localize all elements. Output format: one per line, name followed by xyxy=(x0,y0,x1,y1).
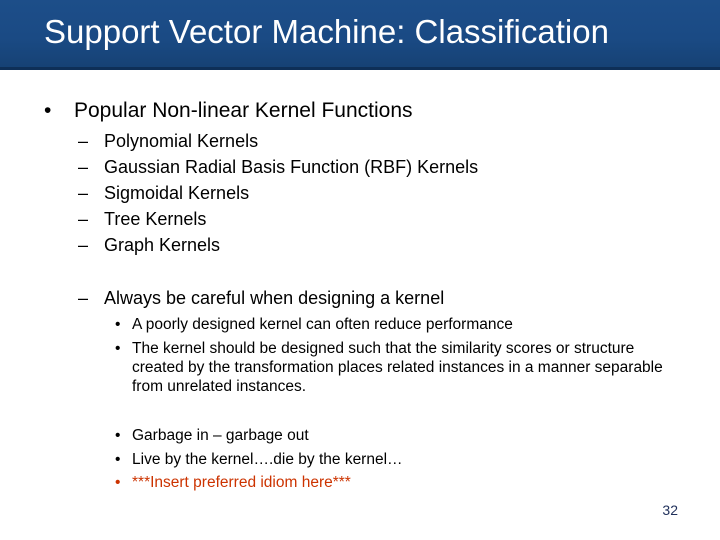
main-bullet xyxy=(44,99,413,123)
kernel-text: Polynomial Kernels xyxy=(104,131,259,151)
idiom-item xyxy=(115,426,695,445)
caution-point-text: A poorly designed kernel can often reduce performance xyxy=(132,316,513,333)
kernel-text: Graph Kernels xyxy=(104,235,221,255)
kernel-text: Sigmoidal Kernels xyxy=(104,183,250,203)
dash-marker: – xyxy=(78,183,89,203)
kernel-item xyxy=(78,183,249,204)
bullet-marker: • xyxy=(115,451,121,468)
idiom-text: ***Insert preferred idiom here*** xyxy=(132,474,351,491)
bullet-marker: • xyxy=(115,316,121,333)
caution-point xyxy=(115,315,695,334)
kernel-text: Gaussian Radial Basis Function (RBF) Kernels xyxy=(104,157,479,177)
kernel-item xyxy=(78,235,220,256)
dash-marker: – xyxy=(78,235,89,255)
title-bar-accent xyxy=(0,67,720,70)
caution-point-text: The kernel should be designed such that the similarity scores or structure created by the transformation places related instances in a manner separable from unrelated instances. xyxy=(132,340,663,395)
slide-number: 32 xyxy=(662,502,678,518)
kernel-item xyxy=(78,131,258,152)
dash-marker: – xyxy=(78,288,89,308)
caution-point xyxy=(115,339,685,396)
idiom-text: Live by the kernel….die by the kernel… xyxy=(132,451,403,468)
idiom-item xyxy=(115,450,695,469)
kernel-item xyxy=(78,157,478,178)
bullet-marker: • xyxy=(115,427,121,444)
slide-title: Support Vector Machine: Classification xyxy=(44,13,609,50)
idiom-text: Garbage in – garbage out xyxy=(132,427,309,444)
bullet-marker: • xyxy=(44,99,52,122)
main-bullet-text: Popular Non-linear Kernel Functions xyxy=(74,99,413,122)
caution-item xyxy=(78,288,444,309)
kernel-item xyxy=(78,209,206,230)
title-bar xyxy=(0,0,720,70)
bullet-marker: • xyxy=(115,340,121,357)
bullet-marker: • xyxy=(115,474,121,491)
idiom-item-highlight xyxy=(115,473,695,492)
kernel-text: Tree Kernels xyxy=(104,209,207,229)
dash-marker: – xyxy=(78,131,89,151)
dash-marker: – xyxy=(78,157,89,177)
dash-marker: – xyxy=(78,209,89,229)
caution-text: Always be careful when designing a kernel xyxy=(104,288,445,308)
